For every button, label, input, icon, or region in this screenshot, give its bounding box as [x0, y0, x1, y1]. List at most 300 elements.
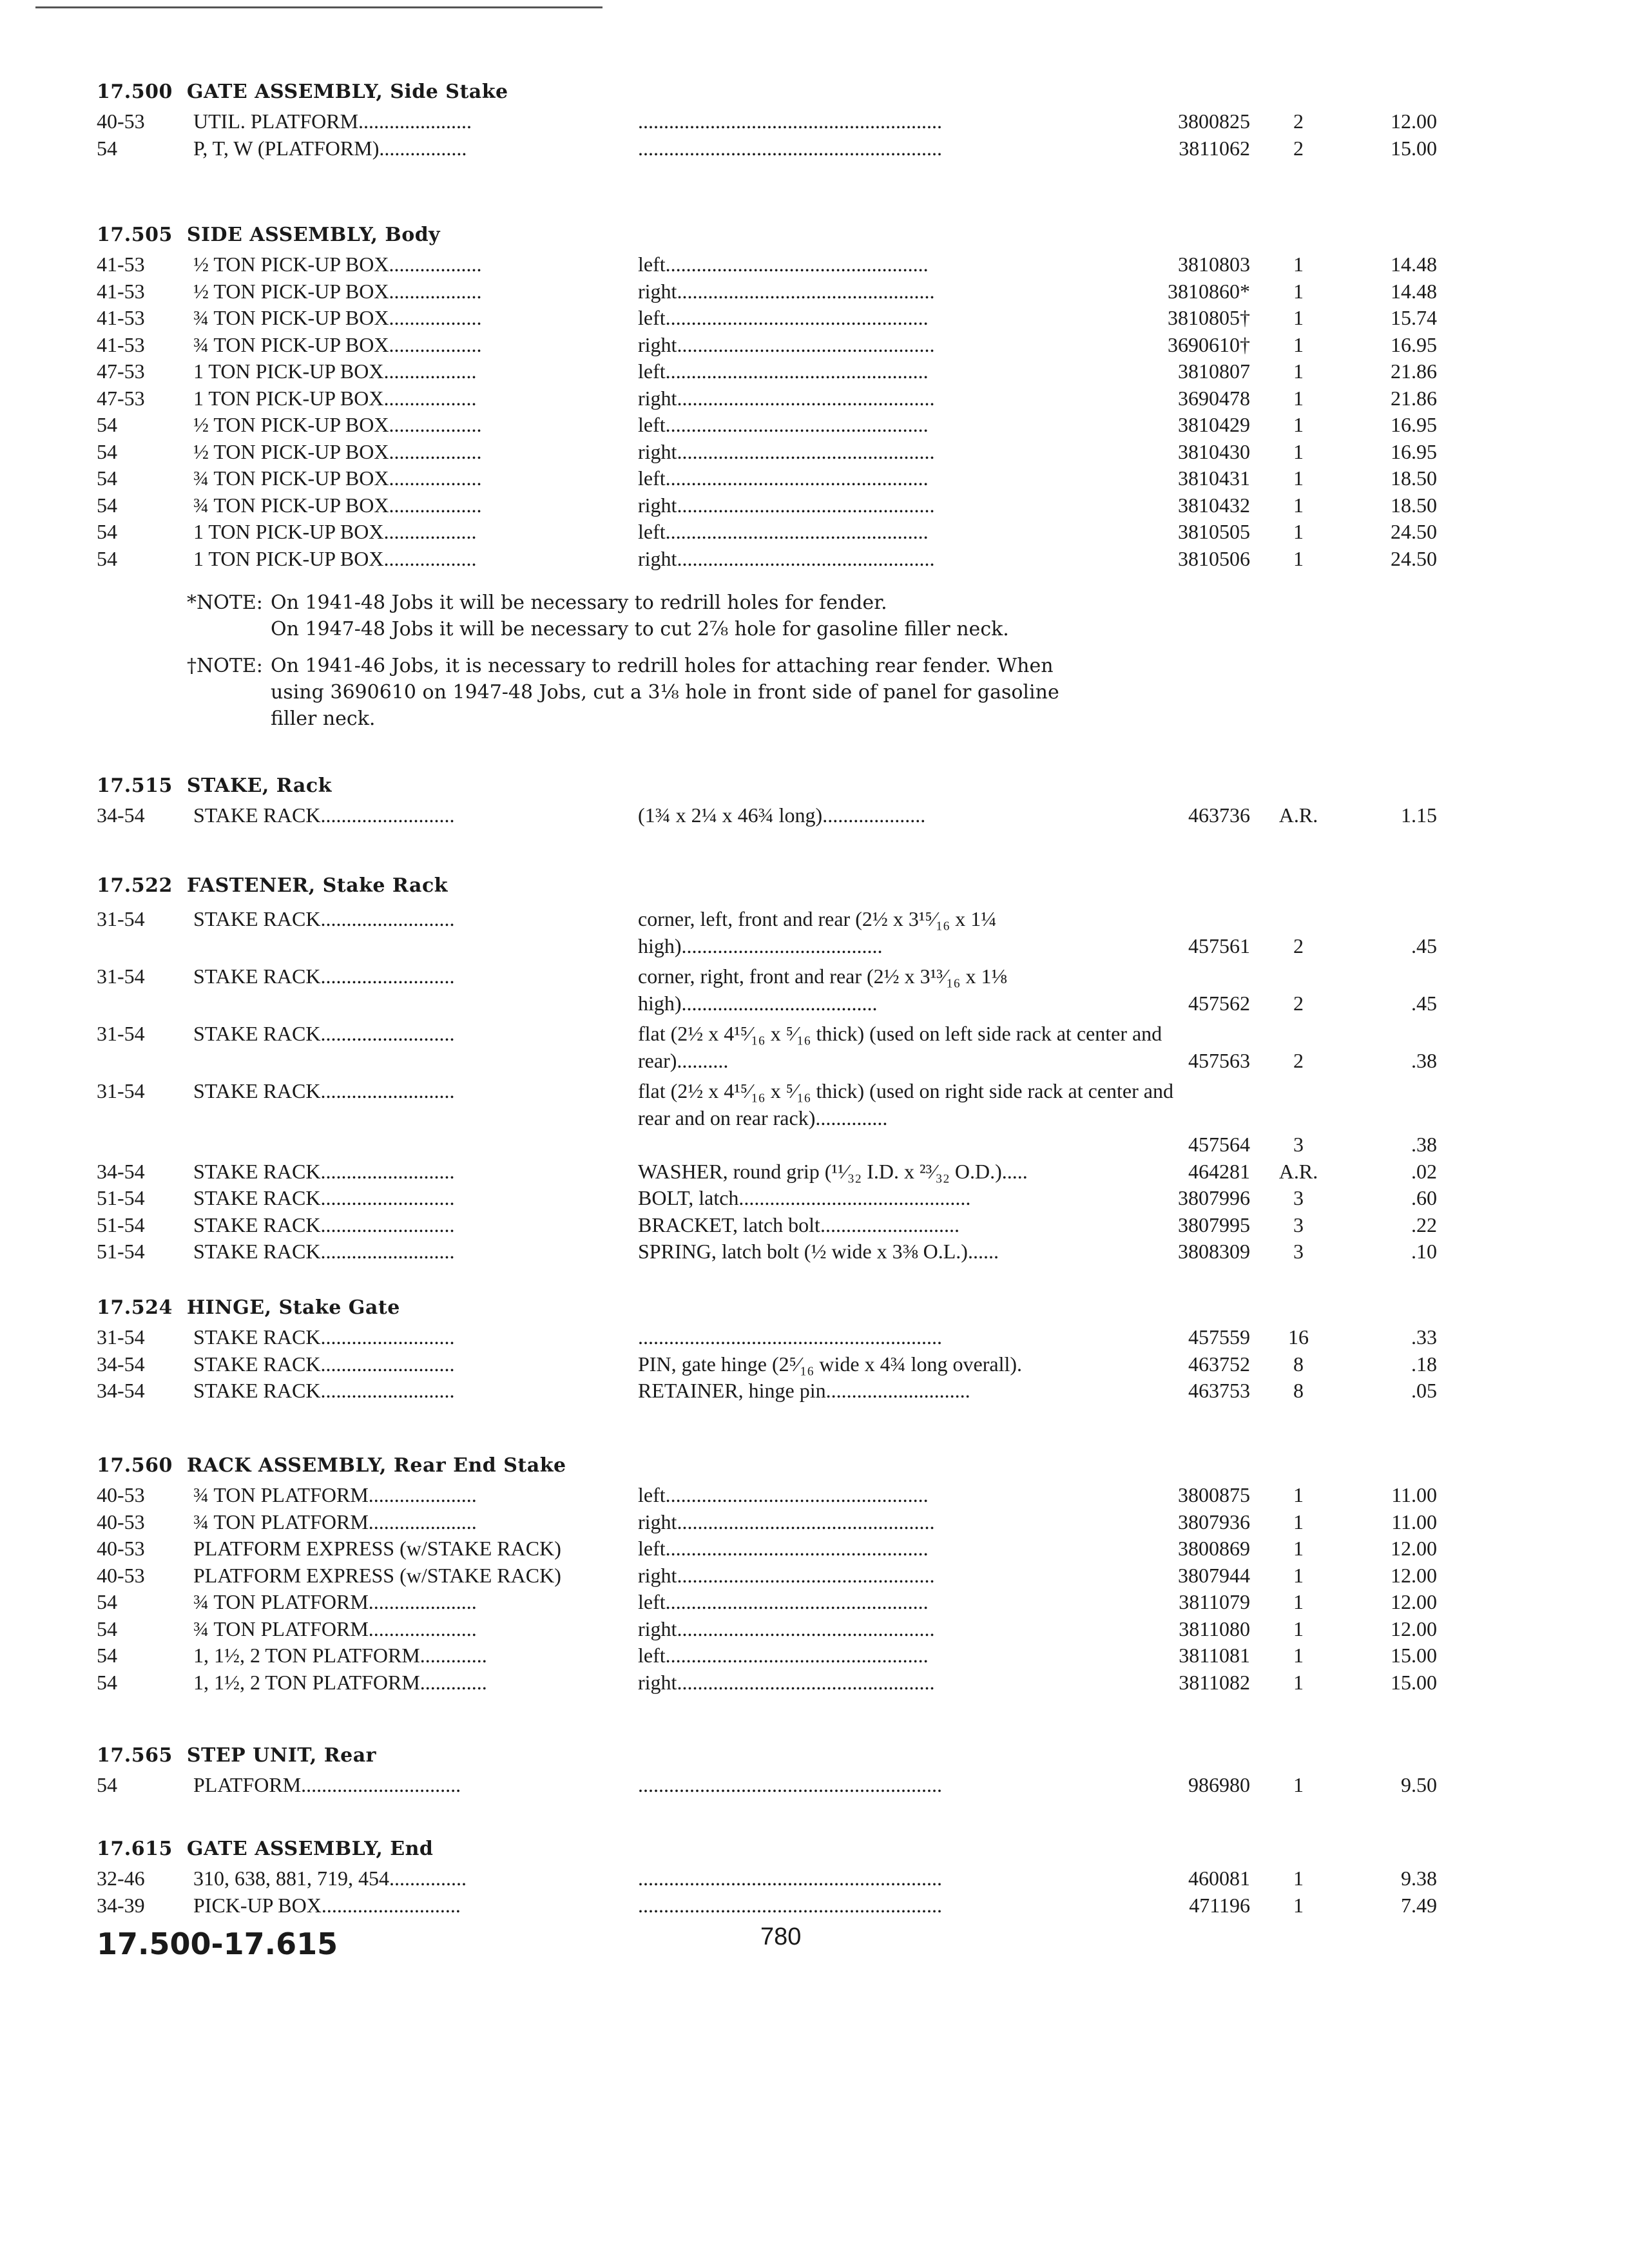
section-17-615 [97, 1833, 1437, 1919]
price: .60 [1411, 1186, 1437, 1209]
year-range: 51-54 [97, 1240, 145, 1263]
part-number: 3807944 [1178, 1563, 1250, 1587]
part-description: ........................................................... [638, 136, 942, 160]
table-row [97, 251, 1437, 278]
note-line: filler neck. [271, 707, 376, 730]
part-number: 3810505 [1178, 520, 1250, 543]
part-description: RETAINER, hinge pin............................ [638, 1379, 970, 1402]
quantity: 1 [1293, 1773, 1304, 1796]
model-name: ½ TON PICK-UP BOX.................. [193, 253, 482, 276]
table-row [97, 1158, 1437, 1186]
price: 12.00 [1391, 110, 1437, 133]
part-number: 3810807 [1178, 360, 1250, 383]
part-number: 464281 [1188, 1159, 1250, 1183]
note [187, 653, 1128, 732]
part-description: ........................................................... [638, 1773, 942, 1796]
year-range: 34-54 [97, 803, 145, 827]
year-range: 51-54 [97, 1213, 145, 1236]
year-range: 41-53 [97, 306, 145, 329]
table-row [97, 963, 1437, 1017]
table-row [97, 1324, 1437, 1351]
table-row [97, 278, 1437, 305]
model-name: 1, 1½, 2 TON PLATFORM............. [193, 1670, 487, 1694]
part-description: left................................................... [638, 360, 929, 383]
part-number: 3800825 [1178, 110, 1250, 133]
section-17-565 [97, 1740, 1437, 1799]
part-number: 3811081 [1179, 1644, 1250, 1667]
table-row [97, 906, 1437, 959]
part-description: ........................................................... [638, 1867, 942, 1890]
year-range: 47-53 [97, 386, 145, 410]
model-name: UTIL. PLATFORM...................... [193, 110, 472, 133]
year-range: 34-54 [97, 1352, 145, 1376]
model-name: 1 TON PICK-UP BOX.................. [193, 386, 477, 410]
part-description: BRACKET, latch bolt........................... [638, 1213, 959, 1236]
model-name: ¾ TON PICK-UP BOX.................. [193, 493, 482, 517]
table-row [97, 1616, 1437, 1643]
model-name: PLATFORM EXPRESS (w/STAKE RACK) [193, 1563, 561, 1587]
year-range: 41-53 [97, 253, 145, 276]
section-heading [97, 870, 1411, 902]
part-number: 3811062 [1179, 136, 1250, 160]
year-range: 40-53 [97, 1510, 145, 1533]
quantity: 1 [1293, 1617, 1304, 1640]
model-name: ½ TON PICK-UP BOX.................. [193, 439, 482, 463]
section-heading [97, 1292, 1411, 1324]
table-row [97, 1535, 1437, 1562]
part-description: BOLT, latch............................................. [638, 1186, 971, 1209]
quantity: 1 [1293, 1590, 1304, 1613]
model-name: 1 TON PICK-UP BOX.................. [193, 360, 477, 383]
part-number: 457562 [1188, 991, 1250, 1015]
section-number: 17.505 [97, 224, 173, 246]
year-range: 54 [97, 413, 117, 436]
table-row [97, 802, 1437, 829]
model-name: STAKE RACK.......................... [193, 907, 455, 930]
note [187, 590, 1128, 642]
part-description: corner, left, front and rear (2½ x 3¹⁵⁄₁₆ x 1¼ high)....................................... [638, 907, 997, 957]
year-range: 31-54 [97, 1022, 145, 1045]
section-number: 17.565 [97, 1744, 173, 1767]
section-title: GATE ASSEMBLY, Side Stake [186, 81, 508, 103]
year-range: 34-54 [97, 1379, 145, 1402]
part-description: WASHER, round grip (¹¹⁄₃₂ I.D. x ²³⁄₃₂ O.D.)..... [638, 1159, 1028, 1183]
model-name: 1 TON PICK-UP BOX.................. [193, 546, 477, 570]
part-description: SPRING, latch bolt (½ wide x 3⅜ O.L.)...... [638, 1240, 999, 1263]
price: 12.00 [1391, 1563, 1437, 1587]
part-number: 457561 [1188, 934, 1250, 957]
quantity: 1 [1293, 1483, 1304, 1506]
section-17-505 [97, 219, 1437, 572]
price: 12.00 [1391, 1617, 1437, 1640]
quantity: A.R. [1278, 1159, 1318, 1183]
table-row [97, 1351, 1437, 1378]
year-range: 41-53 [97, 332, 145, 356]
model-name: ¾ TON PLATFORM..................... [193, 1590, 477, 1613]
part-number: 3811082 [1179, 1670, 1250, 1694]
model-name: ¾ TON PLATFORM..................... [193, 1483, 477, 1506]
part-number: 3808309 [1178, 1240, 1250, 1263]
part-number: 986980 [1188, 1773, 1250, 1796]
year-range: 34-54 [97, 1159, 145, 1183]
price: .02 [1411, 1159, 1437, 1183]
table-row [97, 1642, 1437, 1669]
model-name: STAKE RACK.......................... [193, 803, 455, 827]
price: 16.95 [1391, 413, 1437, 436]
model-name: ¾ TON PLATFORM..................... [193, 1617, 477, 1640]
table-row [97, 412, 1437, 439]
model-name: ½ TON PICK-UP BOX.................. [193, 279, 482, 303]
year-range: 54 [97, 546, 117, 570]
table-row [97, 1021, 1437, 1074]
part-number: 3810431 [1178, 466, 1250, 490]
price: 9.50 [1401, 1773, 1437, 1796]
quantity: 2 [1293, 934, 1304, 957]
part-description: left................................................... [638, 253, 929, 276]
table-row [97, 1669, 1437, 1696]
note-line [187, 590, 1128, 616]
section-number: 17.522 [97, 874, 173, 897]
part-description: right.................................................. [638, 439, 935, 463]
part-number: 3800875 [1178, 1483, 1250, 1506]
quantity: 8 [1293, 1352, 1304, 1376]
part-description: ........................................................... [638, 1893, 942, 1917]
quantity: 1 [1293, 413, 1304, 436]
year-range: 54 [97, 439, 117, 463]
price: .10 [1411, 1240, 1437, 1263]
model-name: STAKE RACK.......................... [193, 1352, 455, 1376]
quantity: 1 [1293, 306, 1304, 329]
part-number: 3811079 [1179, 1590, 1250, 1613]
part-number: 3810805† [1168, 306, 1250, 329]
year-range: 54 [97, 493, 117, 517]
price: 11.00 [1391, 1483, 1437, 1506]
part-description: corner, right, front and rear (2½ x 3¹³⁄₁₆ x 1⅛ high)...................................... [638, 965, 1007, 1015]
quantity: 1 [1293, 520, 1304, 543]
note-marker: *NOTE: [187, 591, 263, 614]
part-number: 3810860* [1168, 279, 1250, 303]
table-row [97, 519, 1437, 546]
table-row [97, 439, 1437, 466]
year-range: 54 [97, 520, 117, 543]
part-description: left................................................... [638, 413, 929, 436]
part-number: 3810432 [1178, 493, 1250, 517]
quantity: 2 [1293, 991, 1304, 1015]
part-number: 463736 [1188, 803, 1250, 827]
part-description: ........................................................... [638, 1325, 942, 1349]
part-number: 3690478 [1178, 386, 1250, 410]
part-description: right.................................................. [638, 1617, 935, 1640]
note-marker: †NOTE: [187, 655, 263, 677]
section-heading [97, 76, 1411, 108]
price: 14.48 [1391, 279, 1437, 303]
price: 14.48 [1391, 253, 1437, 276]
year-range: 41-53 [97, 279, 145, 303]
price: 11.00 [1391, 1510, 1437, 1533]
part-number: 463753 [1188, 1379, 1250, 1402]
price: .45 [1411, 991, 1437, 1015]
table-row [97, 1509, 1437, 1536]
price: .38 [1411, 1133, 1437, 1156]
year-range: 54 [97, 1670, 117, 1694]
quantity: 1 [1293, 332, 1304, 356]
model-name: 1 TON PICK-UP BOX.................. [193, 520, 477, 543]
section-title: STAKE, Rack [186, 774, 332, 797]
section-heading [97, 1740, 1411, 1772]
part-number: 3690610† [1168, 332, 1250, 356]
price: .22 [1411, 1213, 1437, 1236]
price: 21.86 [1391, 360, 1437, 383]
part-number: 3810803 [1178, 253, 1250, 276]
model-name: STAKE RACK.......................... [193, 1379, 455, 1402]
table-row [97, 1865, 1437, 1892]
table-row [97, 1185, 1437, 1212]
part-description: PIN, gate hinge (2⁵⁄₁₆ wide x 4¾ long overall). [638, 1352, 1023, 1376]
quantity: 1 [1293, 253, 1304, 276]
part-number: 457564 [1188, 1133, 1250, 1156]
quantity: 1 [1293, 386, 1304, 410]
page-range: 17.500-17.615 [97, 1927, 338, 1961]
year-range: 34-39 [97, 1893, 145, 1917]
section-number: 17.615 [97, 1838, 173, 1860]
model-name: STAKE RACK.......................... [193, 1240, 455, 1263]
part-number: 3807995 [1178, 1213, 1250, 1236]
price: 24.50 [1391, 520, 1437, 543]
model-name: STAKE RACK.......................... [193, 1022, 455, 1045]
part-number: 457563 [1188, 1048, 1250, 1072]
section-heading [97, 770, 1411, 802]
quantity: 3 [1293, 1213, 1304, 1236]
section-title: RACK ASSEMBLY, Rear End Stake [186, 1454, 566, 1477]
quantity: 1 [1293, 1893, 1304, 1917]
section-17-515 [97, 770, 1437, 829]
table-row [97, 358, 1437, 385]
part-number: 3807936 [1178, 1510, 1250, 1533]
model-name: ½ TON PICK-UP BOX.................. [193, 413, 482, 436]
part-number: 3810506 [1178, 546, 1250, 570]
model-name: ¾ TON PLATFORM..................... [193, 1510, 477, 1533]
price: .45 [1411, 934, 1437, 957]
model-name: PICK-UP BOX........................... [193, 1893, 461, 1917]
part-number: 3800869 [1178, 1537, 1250, 1560]
note-text: On 1941-46 Jobs, it is necessary to redrill holes for attaching rear fender. When [271, 655, 1054, 677]
part-number: 471196 [1189, 1893, 1250, 1917]
model-name: PLATFORM............................... [193, 1773, 461, 1796]
price: 12.00 [1391, 1537, 1437, 1560]
year-range: 31-54 [97, 1325, 145, 1349]
year-range: 47-53 [97, 360, 145, 383]
part-description: right.................................................. [638, 1563, 935, 1587]
price: .33 [1411, 1325, 1437, 1349]
model-name: STAKE RACK.......................... [193, 1213, 455, 1236]
section-17-560 [97, 1450, 1437, 1696]
year-range: 31-54 [97, 907, 145, 930]
quantity: A.R. [1278, 803, 1318, 827]
part-number: 3807996 [1178, 1186, 1250, 1209]
part-description: right.................................................. [638, 332, 935, 356]
part-description: right.................................................. [638, 546, 935, 570]
price: 12.00 [1391, 1590, 1437, 1613]
note-line: using 3690610 on 1947-48 Jobs, cut a 3⅛ hole in front side of panel for gasoline [271, 681, 1059, 704]
part-number: 3810430 [1178, 439, 1250, 463]
year-range: 31-54 [97, 965, 145, 988]
part-description: left................................................... [638, 520, 929, 543]
table-row [97, 1212, 1437, 1239]
section-heading [97, 219, 1411, 251]
section-title: STEP UNIT, Rear [186, 1744, 376, 1767]
notes-block [187, 590, 1128, 742]
quantity: 2 [1293, 1048, 1304, 1072]
model-name: ¾ TON PICK-UP BOX.................. [193, 332, 482, 356]
part-description: ........................................................... [638, 110, 942, 133]
price: 15.00 [1391, 136, 1437, 160]
model-name: 1, 1½, 2 TON PLATFORM............. [193, 1644, 487, 1667]
model-name: STAKE RACK.......................... [193, 1079, 455, 1102]
price: .38 [1411, 1048, 1437, 1072]
year-range: 54 [97, 1617, 117, 1640]
table-row [97, 135, 1437, 162]
year-range: 54 [97, 1590, 117, 1613]
part-description: right.................................................. [638, 1510, 935, 1533]
note-line: On 1947-48 Jobs it will be necessary to cut 2⅞ hole for gasoline filler neck. [271, 618, 1009, 640]
part-description: left................................................... [638, 1483, 929, 1506]
year-range: 54 [97, 136, 117, 160]
part-description: flat (2½ x 4¹⁵⁄₁₆ x ⁵⁄₁₆ thick) (used on right side rack at center and rear and on rear rack).............. [638, 1079, 1173, 1129]
year-range: 32-46 [97, 1867, 145, 1890]
table-row [97, 1892, 1437, 1919]
model-name: ¾ TON PICK-UP BOX.................. [193, 306, 482, 329]
price: 15.74 [1391, 306, 1437, 329]
part-description: right.................................................. [638, 1670, 935, 1694]
quantity: 1 [1293, 1644, 1304, 1667]
table-row [97, 1238, 1437, 1265]
part-description: left................................................... [638, 306, 929, 329]
quantity: 1 [1293, 1510, 1304, 1533]
table-row [97, 1482, 1437, 1509]
table-row [97, 1772, 1437, 1799]
table-row [97, 1562, 1437, 1590]
model-name: STAKE RACK.......................... [193, 1325, 455, 1349]
section-number: 17.500 [97, 81, 173, 103]
quantity: 1 [1293, 1867, 1304, 1890]
section-heading [97, 1450, 1411, 1482]
model-name: PLATFORM EXPRESS (w/STAKE RACK) [193, 1537, 561, 1560]
table-row [97, 465, 1437, 492]
price: 24.50 [1391, 546, 1437, 570]
year-range: 54 [97, 466, 117, 490]
table-row [97, 305, 1437, 332]
part-description: (1¾ x 2¼ x 46¾ long).................... [638, 803, 926, 827]
quantity: 1 [1293, 546, 1304, 570]
page-number: 780 [760, 1923, 802, 1950]
price: 21.86 [1391, 386, 1437, 410]
model-name: 310, 638, 881, 719, 454............... [193, 1867, 467, 1890]
quantity: 1 [1293, 466, 1304, 490]
price: .05 [1411, 1379, 1437, 1402]
section-17-522 [97, 870, 1437, 1265]
year-range: 40-53 [97, 1483, 145, 1506]
table-row [97, 385, 1437, 412]
model-name: STAKE RACK.......................... [193, 1186, 455, 1209]
section-number: 17.560 [97, 1454, 173, 1477]
table-row [97, 546, 1437, 573]
quantity: 2 [1293, 110, 1304, 133]
price: .18 [1411, 1352, 1437, 1376]
year-range: 54 [97, 1644, 117, 1667]
part-number: 457559 [1188, 1325, 1250, 1349]
part-description: right.................................................. [638, 493, 935, 517]
quantity: 8 [1293, 1379, 1304, 1402]
section-number: 17.515 [97, 774, 173, 797]
price: 7.49 [1401, 1893, 1437, 1917]
price: 16.95 [1391, 439, 1437, 463]
model-name: STAKE RACK.......................... [193, 965, 455, 988]
top-rule [35, 6, 602, 8]
quantity: 16 [1288, 1325, 1309, 1349]
price: 15.00 [1391, 1670, 1437, 1694]
table-row [97, 1078, 1437, 1158]
table-row [97, 1589, 1437, 1616]
quantity: 1 [1293, 1563, 1304, 1587]
part-description: left................................................... [638, 1590, 929, 1613]
note-text: On 1941-48 Jobs it will be necessary to redrill holes for fender. [271, 591, 887, 614]
part-description: left................................................... [638, 1537, 929, 1560]
quantity: 3 [1293, 1186, 1304, 1209]
section-title: HINGE, Stake Gate [186, 1296, 400, 1319]
part-number: 460081 [1188, 1867, 1250, 1890]
year-range: 31-54 [97, 1079, 145, 1102]
model-name: P, T, W (PLATFORM)................. [193, 136, 467, 160]
quantity: 1 [1293, 279, 1304, 303]
year-range: 40-53 [97, 110, 145, 133]
year-range: 51-54 [97, 1186, 145, 1209]
table-row [97, 1378, 1437, 1405]
part-description: left................................................... [638, 1644, 929, 1667]
quantity: 1 [1293, 493, 1304, 517]
price: 15.00 [1391, 1644, 1437, 1667]
quantity: 1 [1293, 1670, 1304, 1694]
part-description: right.................................................. [638, 386, 935, 410]
year-range: 40-53 [97, 1537, 145, 1560]
year-range: 54 [97, 1773, 117, 1796]
part-number: 3810429 [1178, 413, 1250, 436]
table-row [97, 332, 1437, 359]
year-range: 40-53 [97, 1563, 145, 1587]
quantity: 1 [1293, 439, 1304, 463]
note-line [187, 653, 1128, 679]
part-number: 463752 [1188, 1352, 1250, 1376]
table-row [97, 492, 1437, 519]
section-title: GATE ASSEMBLY, End [186, 1838, 434, 1860]
part-description: left................................................... [638, 466, 929, 490]
model-name: STAKE RACK.......................... [193, 1159, 455, 1183]
quantity: 1 [1293, 360, 1304, 383]
quantity: 1 [1293, 1537, 1304, 1560]
price: 1.15 [1401, 803, 1437, 827]
part-description: flat (2½ x 4¹⁵⁄₁₆ x ⁵⁄₁₆ thick) (used on left side rack at center and rear).......... [638, 1022, 1162, 1072]
section-17-524 [97, 1292, 1437, 1405]
model-name: ¾ TON PICK-UP BOX.................. [193, 466, 482, 490]
price: 16.95 [1391, 332, 1437, 356]
section-number: 17.524 [97, 1296, 173, 1319]
section-heading [97, 1833, 1411, 1865]
section-title: SIDE ASSEMBLY, Body [186, 224, 441, 246]
section-17-500 [97, 76, 1437, 162]
table-row [97, 108, 1437, 135]
quantity: 2 [1293, 136, 1304, 160]
part-number: 3811080 [1179, 1617, 1250, 1640]
quantity: 3 [1293, 1133, 1304, 1156]
